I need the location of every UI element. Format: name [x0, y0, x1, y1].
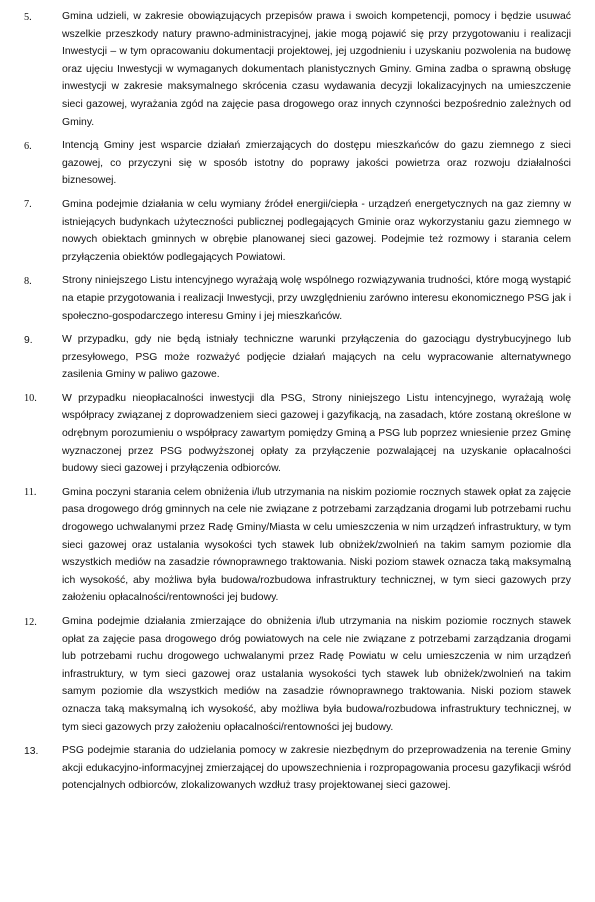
item-number: 12.: [24, 616, 37, 628]
item-number: 10.: [24, 393, 37, 405]
item-text: Strony niniejszego Listu intencyjnego wyrażają wolę wspólnego rozwiązywania trudności, które mogą wystąpić na etapie przygotowania i realizacji Inwestycji, przy uwzględnieniu zarówno interesu ekonomicznego PSG jak i społeczno-gospodarczego interesu Gminy i jej mieszkańców.: [62, 275, 571, 322]
item-text: Gmina podejmie działania w celu wymiany źródeł energii/ciepła - urządzeń energetycznych na gaz ziemny w istniejących budynkach użyteczności publicznej podlegających Gminie oraz wykorzystaniu gazu ziemnego w nowych obiektach gminnych w obrębie planowanej sieci gazowej. Podejmie też rozmowy i starania celem przyłączenia obiektów podlegających Powiatowi.: [62, 198, 571, 263]
item-number: 9.: [24, 334, 33, 346]
item-number: 8.: [24, 275, 32, 287]
item-text: Intencją Gminy jest wsparcie działań zmierzających do dostępu mieszkańców do gazu ziemnego z sieci gazowej, co przyczyni się w sposób istotny do poprawy jakości powietrza oraz rozwoju działalności biznesowej.: [62, 140, 571, 187]
list-item-5: [24, 8, 571, 131]
item-text: W przypadku, gdy nie będą istniały techniczne warunki przyłączenia do gazociągu dystrybucyjnego lub przesyłowego, PSG może rozważyć podjęcie działań mających na celu wypracowanie alternatywnego zasilenia Gminy w paliwo gazowe.: [62, 334, 571, 381]
list-item-12: [24, 613, 571, 736]
list-item-9: [24, 331, 571, 384]
list-item-8: [24, 272, 571, 325]
item-text: W przypadku nieopłacalności inwestycji dla PSG, Strony niniejszego Listu intencyjnego, wyrażają wolę współpracy związanej z doprowadzeniem sieci gazowej i gazyfikacją, na zasadach, które zostaną określone w odrębnym porozumieniu o współpracy zawartym pomiędzy Gminą a PSG lub poprzez wniesienie przez Gminę wyznaczonej przez PSG podwyższonej opłaty za przyłączenie pozwalającej na uzyskanie opłacalności budowy sieci gazowej i przyłączenia odbiorców.: [62, 392, 571, 475]
item-number: 5.: [24, 11, 32, 23]
item-text: Gmina poczyni starania celem obniżenia i/lub utrzymania na niskim poziomie rocznych stawek opłat za zajęcie pasa drogowego dróg gminnych na cele nie związane z potrzebami zarządzania drogami lub potrzebami ruchu drogowego uchwalanymi przez Radę Gminy/Miasta w celu umieszczenia w nim urządzeń infrastruktury, w tym sieci gazowej oraz ustalania wysokości tych stawek lub obniżek/zwolnień na takim samym poziomie dla wszystkich mediów na zasadzie równoprawnego traktowania. Niski poziom stawek oznacza taką maksymalną ich wysokość, aby możliwa była budowa/rozbudowa infrastruktury technicznej, w tym sieci gazowych przy założeniu opłacalności/rentowności jej budowy.: [62, 486, 571, 604]
item-text: PSG podejmie starania do udzielania pomocy w zakresie niezbędnym do przeprowadzenia na terenie Gminy akcji edukacyjno-informacyjnej zmierzającej do upowszechnienia i rozpropagowania procesu gazyfikacji wśród potencjalnych odbiorców, zlokalizowanych wzdłuż trasy projektowanej sieci gazowej.: [62, 745, 571, 792]
item-number: 6.: [24, 140, 32, 152]
list-item-7: [24, 196, 571, 266]
item-text: Gmina podejmie działania zmierzające do obniżenia i/lub utrzymania na niskim poziomie rocznych stawek opłat za zajęcie pasa drogowego dróg powiatowych na cele nie związane z potrzebami zarządzania drogami lub potrzebami ruchu drogowego uchwalanymi przez Radę Powiatu w celu umieszczenia w nim urządzeń infrastruktury, w tym sieci gazowej oraz ustalania wysokości tych stawek lub obniżek/zwolnień na takim samym poziomie dla wszystkich mediów na zasadzie równoprawnego traktowania. Niski poziom stawek oznacza taką maksymalną ich wysokość, aby możliwa była budowa/rozbudowa infrastruktury technicznej, w tym sieci gazowych przy założeniu opłacalności/rentowności jej budowy.: [62, 616, 571, 733]
item-number: 7.: [24, 199, 32, 211]
list-item-6: [24, 137, 571, 190]
list-item-13: [24, 742, 571, 795]
item-number: 11.: [24, 487, 37, 499]
item-number: 13.: [24, 745, 39, 757]
item-text: Gmina udzieli, w zakresie obowiązujących przepisów prawa i swoich kompetencji, pomocy i będzie usuwać wszelkie przeszkody natury prawno-administracyjnej, jakie mogą pojawić się przy przygotowaniu i realizacji Inwestycji – w tym opracowaniu dokumentacji projektowej, jej uzgodnieniu i uzyskaniu pozwolenia na budowę oraz ujęciu Inwestycji w wymaganych dokumentach planistycznych Gminy. Gmina zadba o sprawną obsługę inwestycji w zakresie maksymalnego skrócenia czasu wydawania decyzji lokalizacyjnych na umieszczenie sieci gazowej, wyrażania zgód na zajęcie pasa drogowego oraz innych czynności bezpośrednio zależnych od Gminy.: [62, 11, 571, 128]
list-item-10: [24, 390, 571, 478]
list-item-11: [24, 484, 571, 607]
